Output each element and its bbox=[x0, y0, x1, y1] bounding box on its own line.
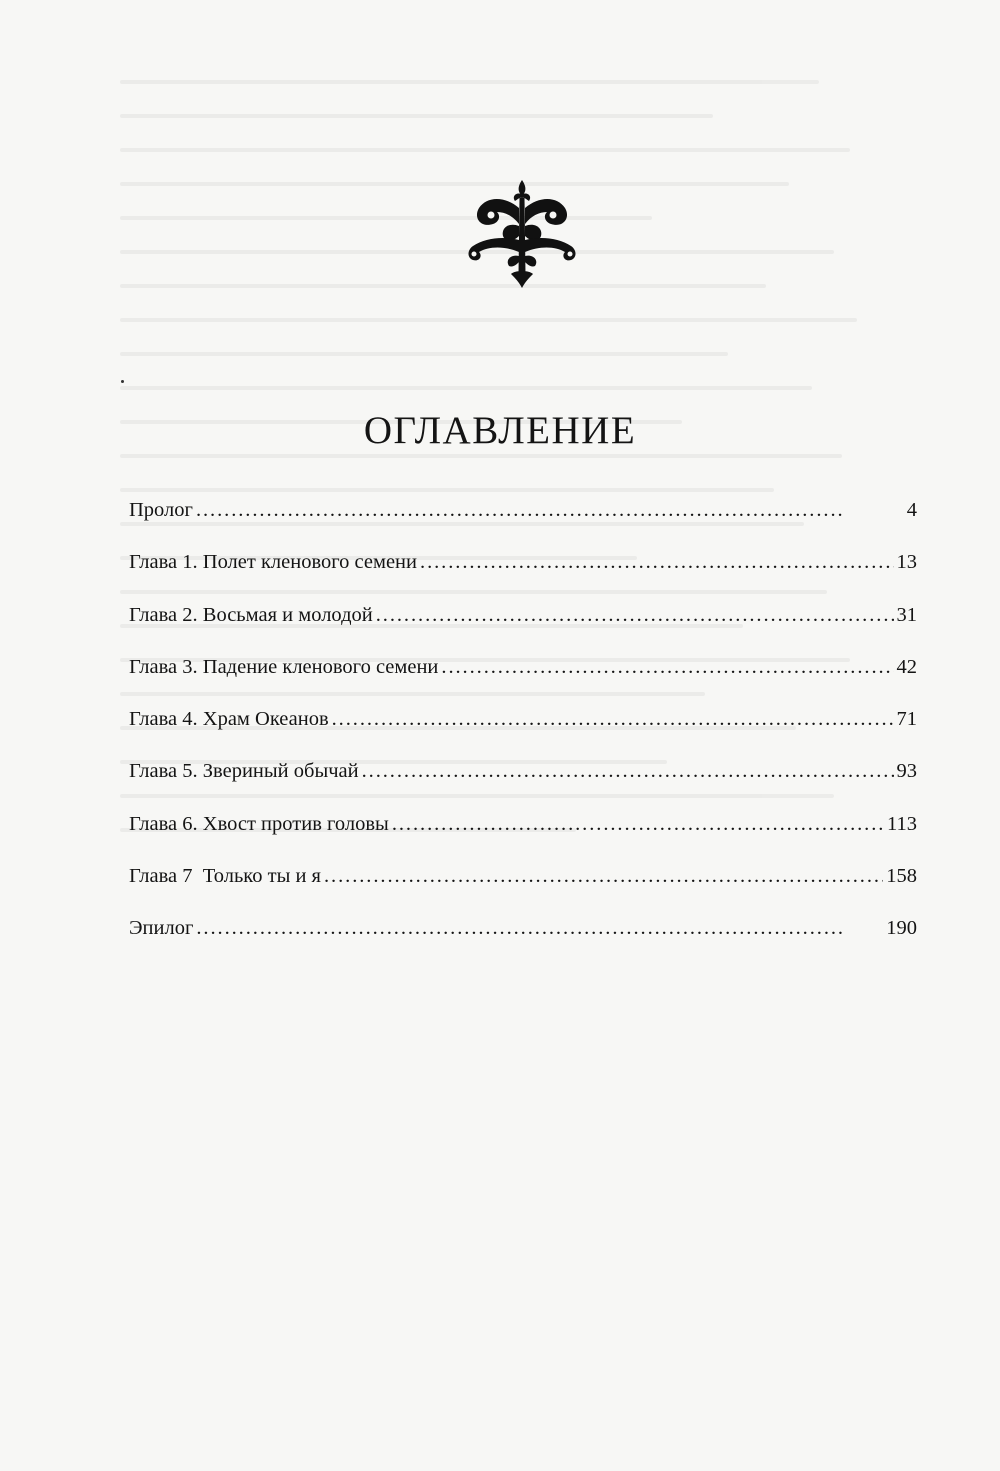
toc-entry-label: Глава 4. Храм Океанов bbox=[129, 708, 329, 731]
toc-entry-page: 4 bbox=[906, 499, 917, 521]
dot-leader bbox=[362, 751, 894, 791]
dot-leader bbox=[324, 856, 883, 896]
toc-entry-label: Глава 1. Полет кленового семени bbox=[129, 551, 418, 574]
toc-entry-chapter-3[interactable] bbox=[129, 647, 917, 699]
toc-entry-label: Глава 6. Хвост против головы bbox=[129, 812, 389, 835]
toc-entry-chapter-5[interactable] bbox=[129, 751, 917, 803]
toc-entry-page: 158 bbox=[886, 865, 917, 888]
dot-leader bbox=[332, 699, 894, 739]
toc-entry-chapter-6[interactable] bbox=[129, 804, 917, 856]
toc-list bbox=[129, 490, 917, 961]
toc-entry-label: Глава 2. Восьмая и молодой bbox=[129, 603, 373, 626]
toc-entry-label: Эпилог bbox=[129, 917, 194, 940]
toc-entry-page: 31 bbox=[896, 603, 917, 626]
dot-leader bbox=[392, 804, 884, 844]
toc-entry-label: Глава 7 Только ты и я bbox=[129, 865, 321, 888]
dot-leader bbox=[420, 542, 893, 582]
dot-leader bbox=[196, 908, 883, 948]
toc-heading: ОГЛАВЛЕНИЕ bbox=[363, 409, 637, 452]
toc-entry-page: 190 bbox=[886, 917, 917, 940]
toc-entry-page: 93 bbox=[896, 760, 917, 783]
toc-entry-epilogue[interactable] bbox=[129, 908, 917, 960]
dot-leader bbox=[441, 647, 893, 687]
floral-ornament-icon bbox=[465, 178, 579, 290]
toc-entry-page: 113 bbox=[887, 812, 917, 835]
toc-entry-prologue[interactable] bbox=[129, 490, 917, 542]
toc-entry-page: 71 bbox=[896, 708, 917, 731]
toc-entry-page: 42 bbox=[896, 655, 917, 678]
toc-entry-chapter-1[interactable] bbox=[129, 542, 917, 594]
stray-ink-dot bbox=[121, 380, 124, 383]
toc-entry-label: Пролог bbox=[129, 499, 193, 521]
dot-leader bbox=[196, 490, 904, 530]
toc-entry-chapter-2[interactable] bbox=[129, 595, 917, 647]
toc-entry-label: Глава 5. Звериный обычай bbox=[129, 760, 359, 783]
toc-entry-page: 13 bbox=[896, 551, 917, 574]
toc-entry-label: Глава 3. Падение кленового семени bbox=[129, 655, 439, 678]
toc-entry-chapter-4[interactable] bbox=[129, 699, 917, 751]
dot-leader bbox=[376, 595, 894, 635]
toc-entry-chapter-7[interactable] bbox=[129, 856, 917, 908]
